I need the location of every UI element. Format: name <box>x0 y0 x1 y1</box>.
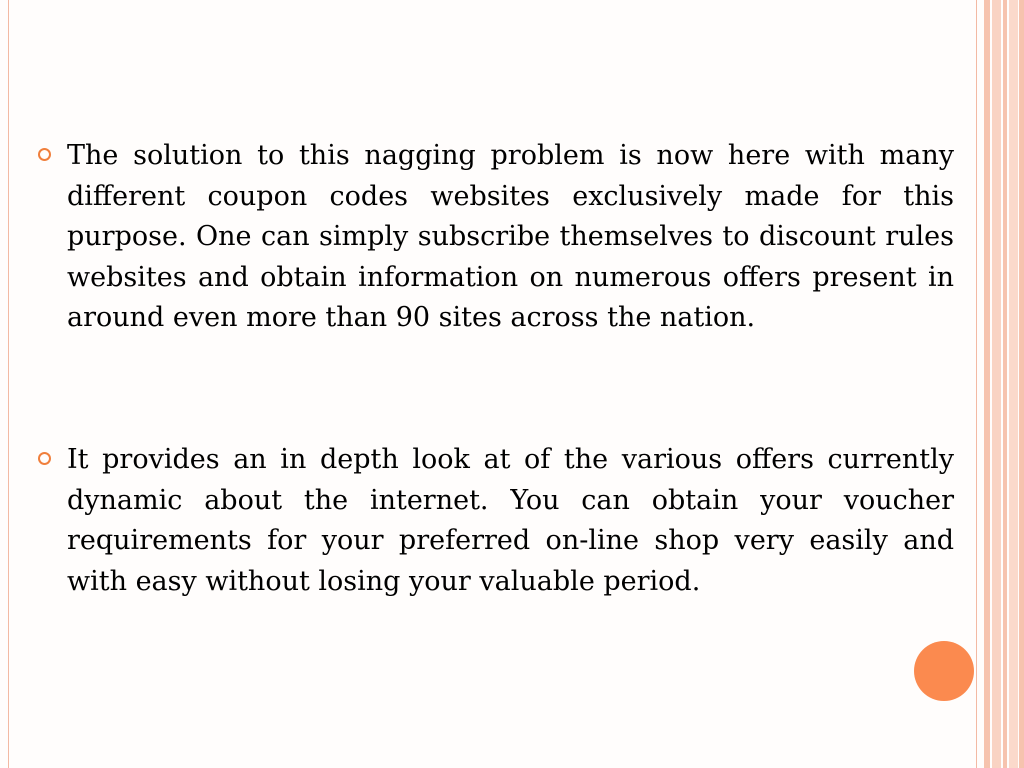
bullet-ring-icon <box>38 148 51 161</box>
right-frame-line <box>976 0 977 768</box>
decorative-stripe <box>984 0 990 768</box>
decorative-stripe <box>1019 0 1024 768</box>
decorative-stripe <box>992 0 1001 768</box>
decorative-stripe <box>1009 0 1018 768</box>
bullet-item <box>38 440 954 602</box>
bullet-text: The solution to this nagging problem is now here with many different coupon codes websites exclusively made for this purpose. One can simply subscribe themselves to discount rules websites and obtain information on numerous offers present in around even more than 90 sites across the nation. <box>67 140 954 333</box>
bullet-ring-icon <box>38 452 51 465</box>
orange-circle-icon <box>914 641 974 701</box>
bullet-text: It provides an in depth look at of the various offers currently dynamic about the internet. You can obtain your voucher requirements for your preferred on-line shop very easily and with easy without losing your valuable period. <box>67 444 954 597</box>
decorative-stripe <box>1003 0 1007 768</box>
bullet-item <box>38 136 954 339</box>
